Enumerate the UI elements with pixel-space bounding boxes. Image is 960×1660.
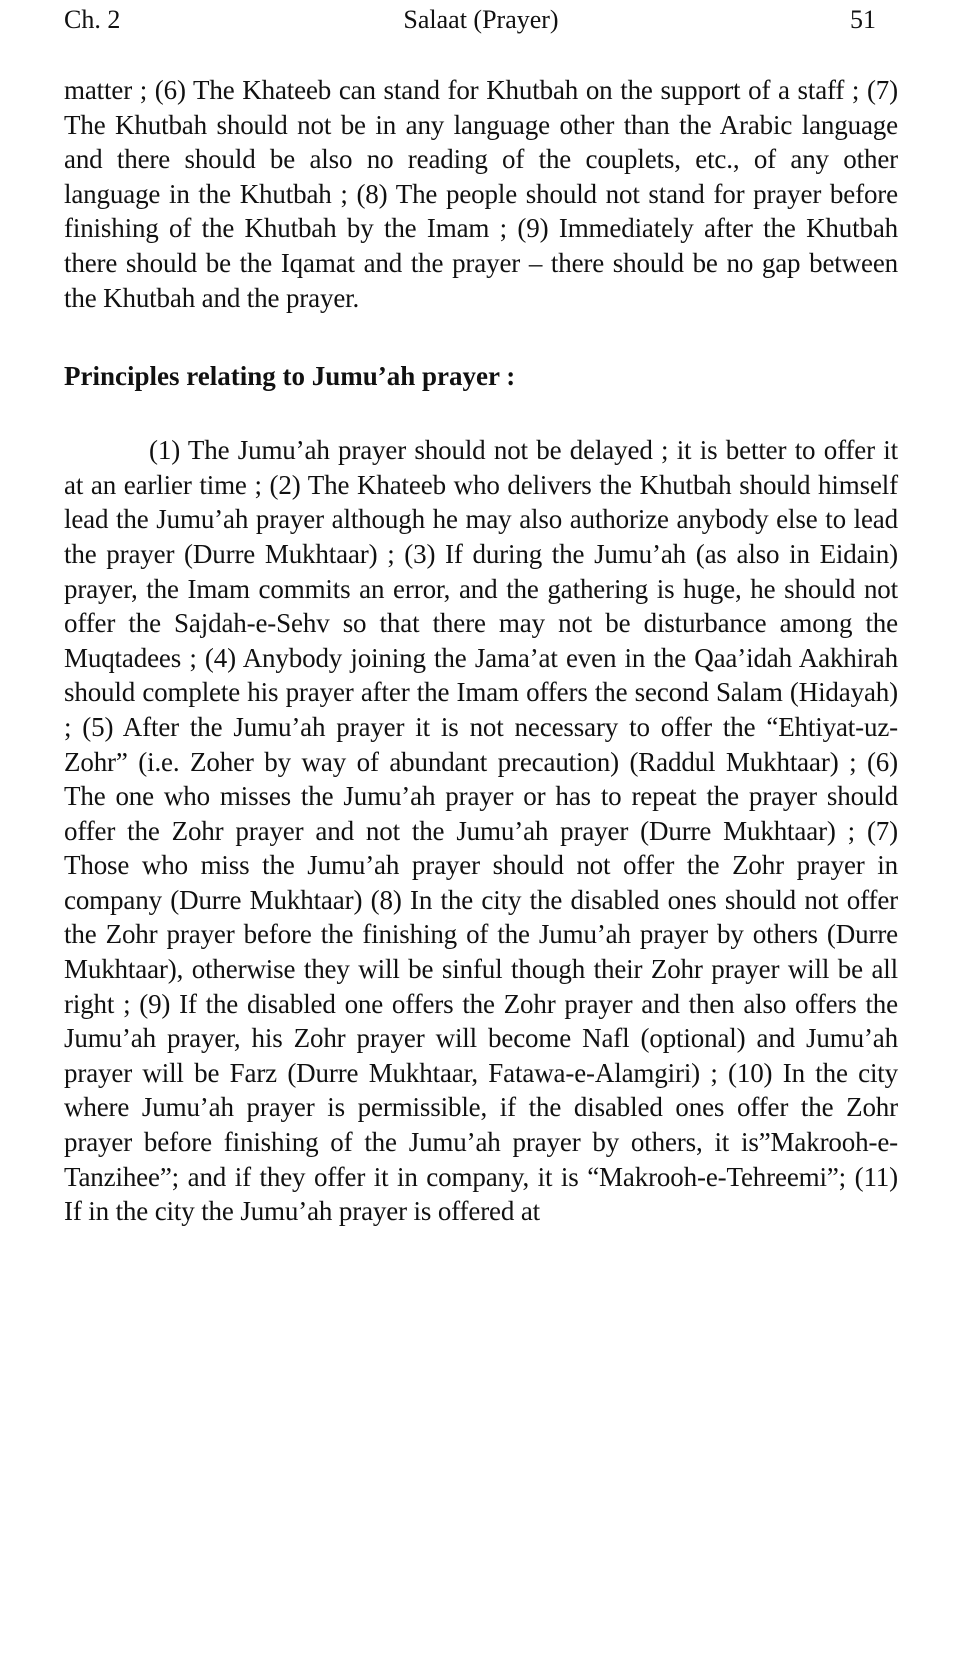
- page-number: 51: [850, 5, 876, 34]
- body-paragraph-principles: (1) The Jumu’ah prayer should not be delayed ; it is better to offer it at an earlier time ; (2) The Khateeb who delivers the Khutbah should himself lead the Jumu’ah prayer although he may also authorize anybody else to lead the prayer (Durre Mukhtaar) ; (3) If during the Jumu’ah (as also in Eidain) prayer, the Imam commits an error, and the gathering is huge, he should not offer the Sajdah-e-Sehv so that there may not be disturbance among the Muqtadees ; (4) Anybody joining the Jama’at even in the Qaa’idah Aakhirah should complete his prayer after the Imam offers the second Salam (Hidayah) ; (5) After the Jumu’ah prayer it is not necessary to offer the “Ehtiyat-uz-Zohr” (i.e. Zoher by way of abundant precaution) (Raddul Mukhtaar) ; (6) The one who misses the Jumu’ah prayer or has to repeat the prayer should offer the Zohr prayer and not the Jumu’ah prayer (Durre Mukhtaar) ; (7) Those who miss the Jumu’ah prayer should not offer the Zohr prayer in company (Durre Mukhtaar) (8) In the city the disabled ones should not offer the Zohr prayer before the finishing of the Jumu’ah prayer by others (Durre Mukhtaar), otherwise they will be sinful though their Zohr prayer will be all right ; (9) If the disabled one offers the Zohr prayer and then also offers the Jumu’ah prayer, his Zohr prayer will become Nafl (optional) and Jumu’ah prayer will be Farz (Durre Mukhtaar, Fatawa-e-Alamgiri) ; (10) In the city where Jumu’ah prayer is permissible, if the disabled ones offer the Zohr prayer before finishing of the Jumu’ah prayer by others, it is”Makrooh-e-Tanzihee”; and if they offer it in company, it is “Makrooh-e-Tehreemi”; (11) If in the city the Jumu’ah prayer is offered at: [64, 435, 898, 1227]
- chapter-title: Salaat (Prayer): [403, 5, 559, 34]
- chapter-label: Ch. 2: [64, 5, 121, 34]
- running-header: [64, 0, 898, 40]
- book-page: [64, 0, 898, 1229]
- body-paragraph-continued: matter ; (6) The Khateeb can stand for Khutbah on the support of a staff ; (7) The Khutbah should not be in any language other than the Arabic language and there should be also no reading of the couplets, etc., of any other language in the Khutbah ; (8) The people should not stand for prayer before finishing of the Khutbah by the Imam ; (9) Immediately after the Khutbah there should be the Iqamat and the prayer – there should be no gap between the Khutbah and the prayer.: [64, 75, 898, 313]
- section-heading: Principles relating to Jumu’ah prayer :: [64, 361, 516, 392]
